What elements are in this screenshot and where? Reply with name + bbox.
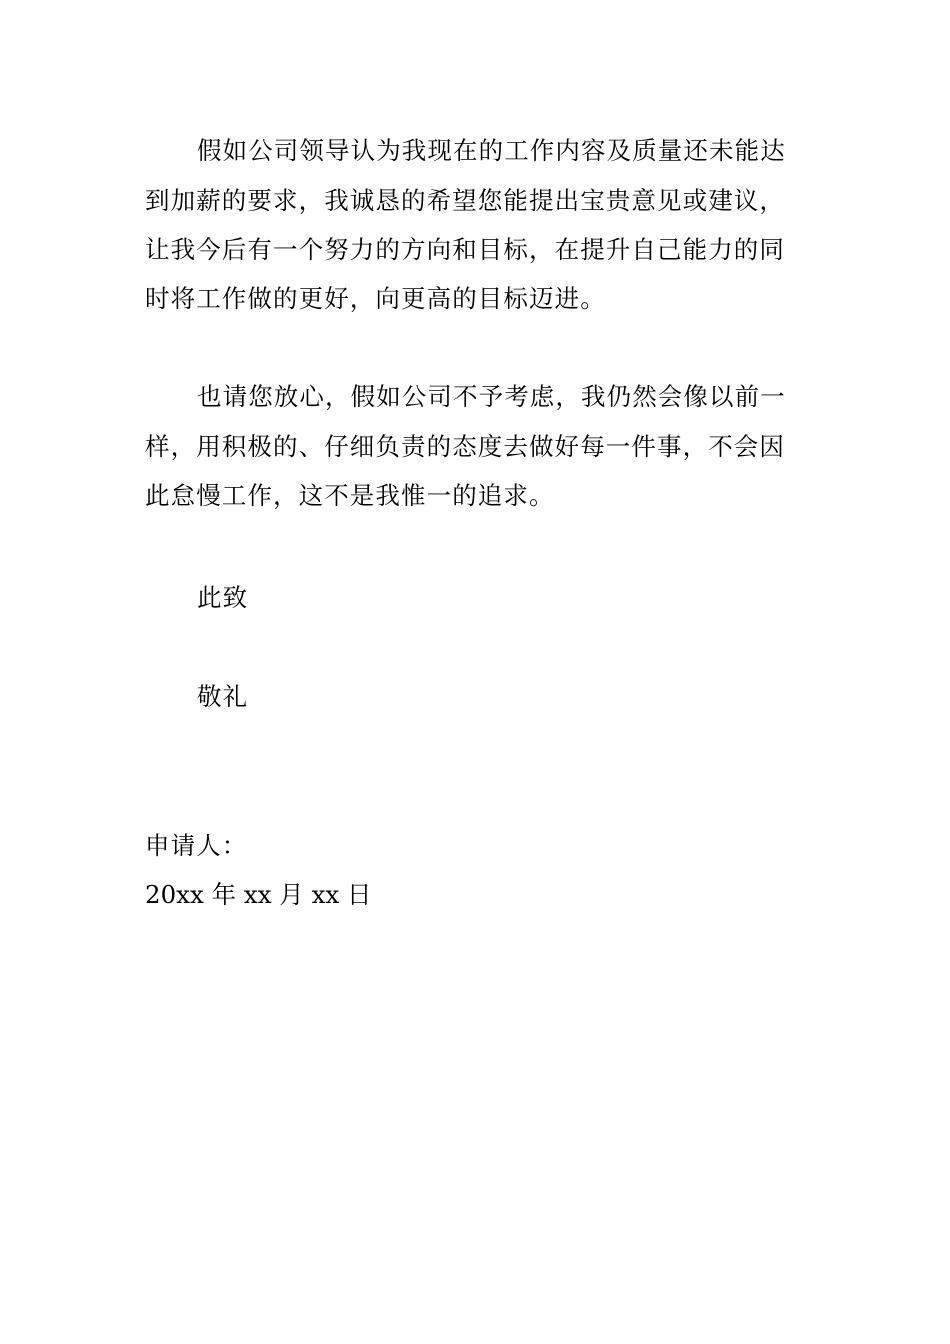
closing-salutation: 此致 [197,583,249,612]
paragraph-1-line-2: 到加薪的要求，我诚恳的希望您能提出宝贵意见或建议， [145,186,785,215]
paragraph-2-line-2: 样，用积极的、仔细负责的态度去做好每一件事，不会因 [145,432,785,461]
date-line: 20xx 年 xx 月 xx 日 [145,880,372,909]
paragraph-1-line-4: 时将工作做的更好，向更高的目标迈进。 [145,284,606,313]
paragraph-1-line-1: 假如公司领导认为我现在的工作内容及质量还未能达 [197,136,786,165]
paragraph-1-line-3: 让我今后有一个努力的方向和目标，在提升自己能力的同 [145,235,785,264]
paragraph-2-line-1: 也请您放心，假如公司不予考虑，我仍然会像以前一 [197,382,786,411]
closing-regards: 敬礼 [197,682,249,711]
paragraph-2-line-3: 此怠慢工作，这不是我惟一的追求。 [145,481,555,510]
applicant-label: 申请人： [145,831,248,860]
